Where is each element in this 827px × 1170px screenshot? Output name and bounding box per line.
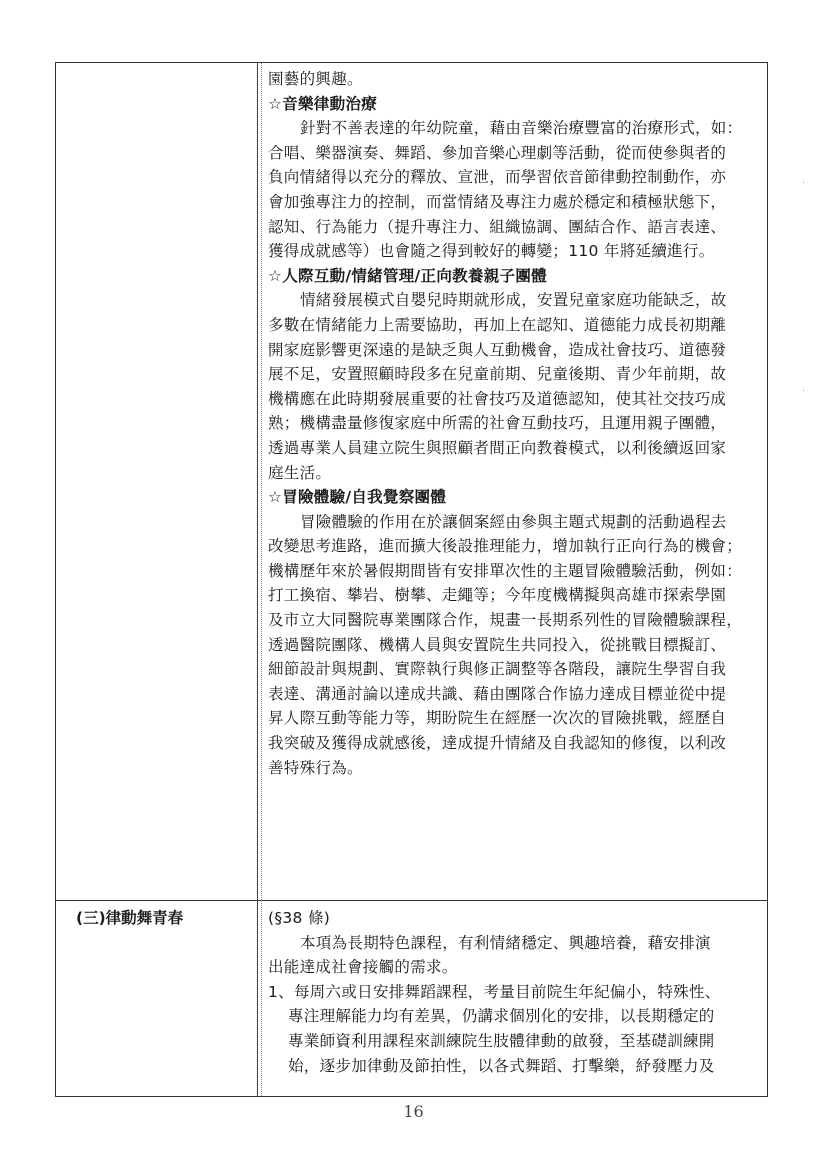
paragraph-line: 開家庭影響更深遠的是缺乏與人互動機會，造成社會技巧、道德發 (268, 340, 727, 359)
paragraph-line: 園藝的興趣。 (268, 70, 363, 88)
column-divider (257, 63, 258, 900)
paragraph-line: 及市立大同醫院專業團隊合作，規畫一長期系列性的冒險體驗課程， (268, 611, 743, 630)
column-divider-dotted (261, 63, 262, 900)
paragraph-line: 出能達成社會接觸的需求。 (268, 958, 458, 977)
paragraph-line: 熟；機構盡量修復家庭中所需的社會互動技巧，且運用親子團體， (268, 414, 727, 433)
paragraph-line: 獲得成就感等）也會隨之得到較好的轉變；110 年將延續進行。 (268, 242, 715, 261)
paragraph-line: 表達、溝通討論以達成共識、藉由團隊合作協力達成目標並從中提 (268, 684, 727, 703)
paragraph-line: 冒險體驗的作用在於讓個案經由參與主題式規劃的活動過程去 (300, 512, 727, 531)
section-3-content (268, 906, 755, 1078)
list-item-line: 1、每周六或日安排舞蹈課程，考量目前院生年紀偏小，特殊性、 (268, 982, 721, 1001)
margin-mark: · (801, 178, 805, 189)
list-item-line: 專注理解能力均有差異，仍講求個別化的安排，以長期穩定的 (288, 1007, 715, 1026)
subsection-heading: ☆人際互動/情緒管理/正向教養親子團體 (268, 266, 547, 285)
page-number: 16 (403, 1102, 424, 1121)
paragraph-line: 庭生活。 (268, 463, 332, 482)
paragraph-line: 細節設計與規劃、實際執行與修正調整等各階段，讓院生學習自我 (268, 660, 727, 679)
column-divider (257, 900, 258, 1096)
section-3-reference: (§38 條) (268, 909, 331, 927)
paragraph-line: 本項為長期特色課程，有利情緒穩定、興趣培養，藉安排演 (300, 933, 711, 952)
list-item-line: 始，逐步加律動及節拍性，以各式舞蹈、打擊樂，紓發壓力及 (288, 1056, 715, 1075)
table-row-continued (56, 63, 767, 901)
list-item-line: 專業師資利用課程來訓練院生肢體律動的啟發，至基礎訓練開 (288, 1031, 715, 1050)
paragraph-line: 善特殊行為。 (268, 758, 363, 777)
paragraph-line: 打工換宿、攀岩、樹攀、走繩等；今年度機構擬與高雄市探索學園 (268, 586, 727, 605)
document-table (55, 62, 768, 1097)
paragraph-line: 昇人際互動等能力等，期盼院生在經歷一次次的冒險挑戰，經歷自 (268, 709, 727, 728)
section-3-label: (三)律動舞青春 (76, 909, 184, 927)
paragraph-line: 透過專業人員建立院生與照顧者間正向教養模式，以利後續返回家 (268, 438, 727, 457)
paragraph-line: 情緒發展模式自嬰兒時期就形成，安置兒童家庭功能缺乏，故 (300, 291, 727, 310)
paragraph-line: 多數在情緒能力上需要協助，再加上在認知、道德能力成長初期離 (268, 315, 727, 334)
paragraph-line: 展不足，安置照顧時段多在兒童前期、兒童後期、青少年前期，故 (268, 365, 727, 384)
paragraph-line: 合唱、樂器演奏、舞蹈、參加音樂心理劇等活動，從而使參與者的 (268, 143, 727, 162)
paragraph-line: 會加強專注力的控制，而當情緒及專注力處於穩定和積極狀態下， (268, 192, 727, 211)
paragraph-line: 改變思考進路，進而擴大後設推理能力，增加執行正向行為的機會； (268, 537, 743, 556)
section-content-continued (268, 67, 755, 780)
subsection-heading: ☆音樂律動治療 (268, 94, 377, 113)
paragraph-line: 針對不善表達的年幼院童，藉由音樂治療豐富的治療形式，如： (300, 119, 743, 138)
subsection-heading: ☆冒險體驗/自我覺察團體 (268, 488, 447, 507)
table-row-section-3 (56, 900, 767, 1096)
paragraph-line: 我突破及獲得成就感後，達成提升情緒及自我認知的修復，以利改 (268, 734, 727, 753)
column-divider-dotted (261, 900, 262, 1096)
paragraph-line: 透過醫院團隊、機構人員與安置院生共同投入，從挑戰目標擬訂、 (268, 635, 727, 654)
margin-mark: · (801, 386, 805, 397)
paragraph-line: 機構歷年來於暑假期間皆有安排單次性的主題冒險體驗活動，例如： (268, 561, 743, 580)
paragraph-line: 機構應在此時期發展重要的社會技巧及道德認知，使其社交技巧成 (268, 389, 727, 408)
paragraph-line: 負向情緒得以充分的釋放、宣泄，而學習依音節律動控制動作，亦 (268, 168, 727, 187)
paragraph-line: 認知、行為能力（提升專注力、組織協調、團結合作、語言表達、 (268, 217, 727, 236)
